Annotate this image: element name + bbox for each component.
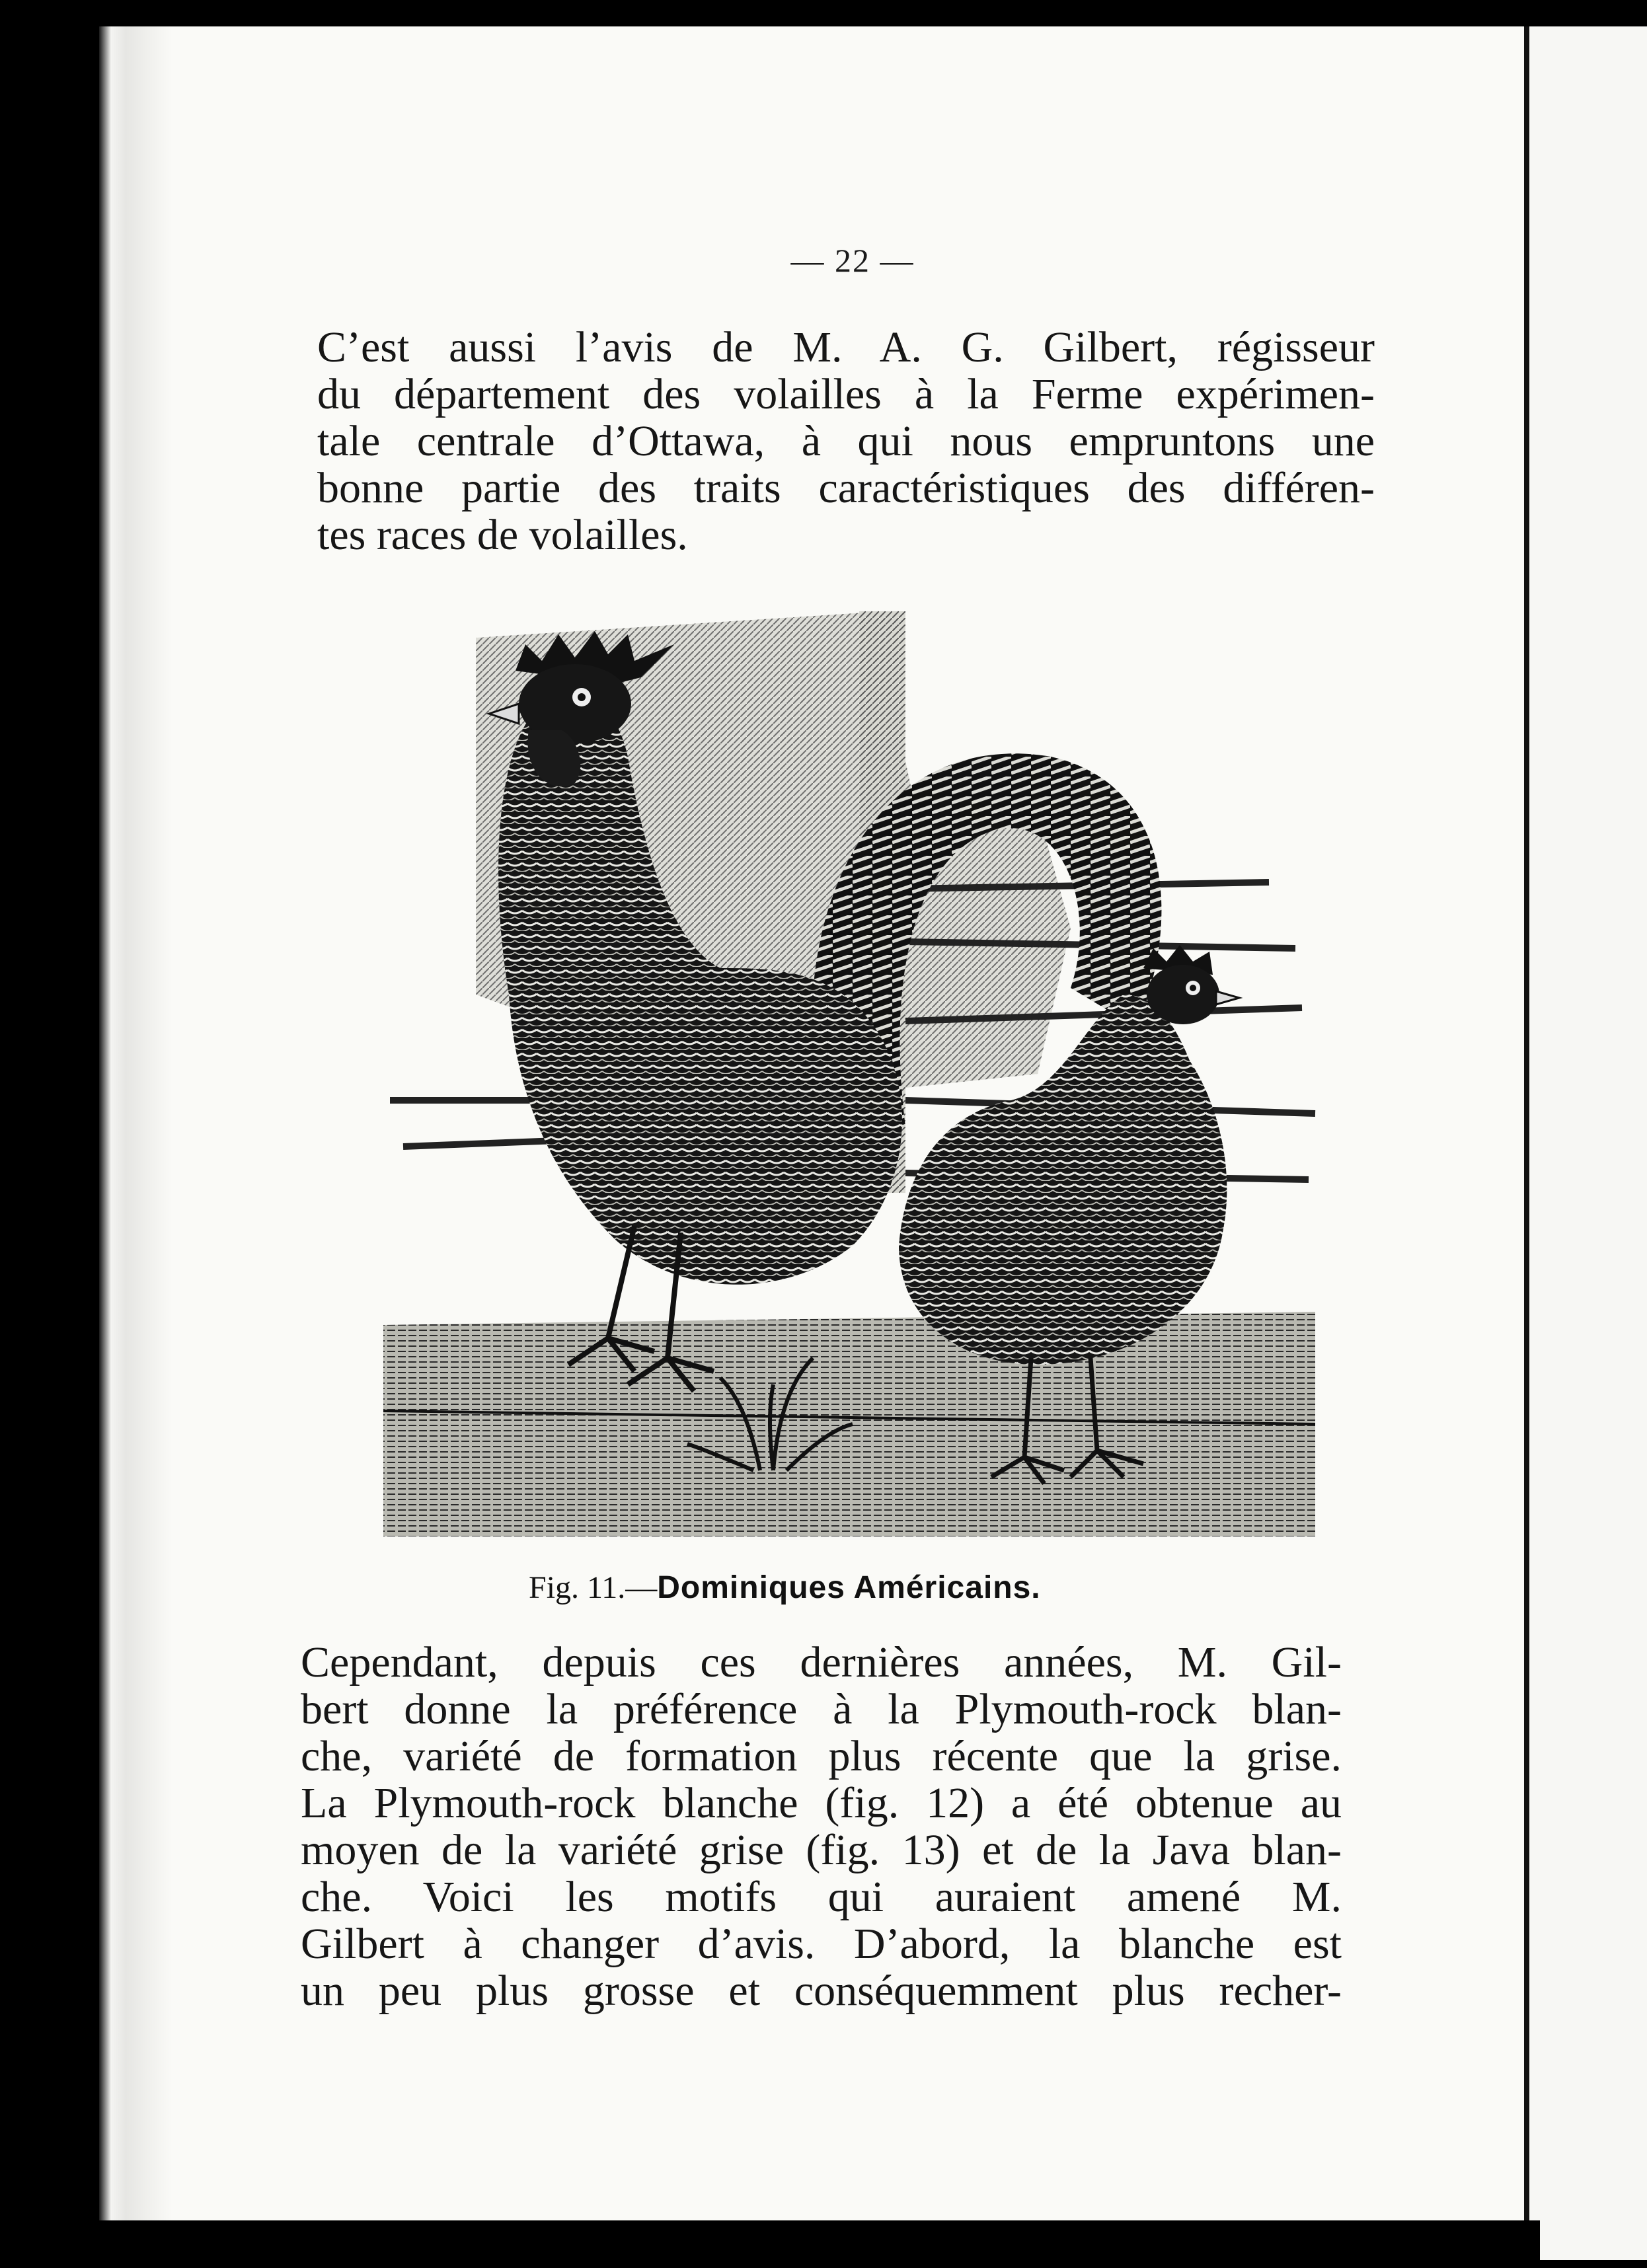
text-line: tes races de volailles.: [317, 511, 688, 559]
text-line: un peu plus grosse et conséquemment plus recher-: [301, 1967, 1342, 2015]
text-line: che. Voici les motifs qui auraient amené M.: [301, 1873, 1342, 1921]
text-line: bert donne la préférence à la Plymouth-rock blan-: [301, 1685, 1342, 1733]
text-line: tale centrale d’Ottawa, à qui nous empruntons une: [317, 417, 1375, 465]
text-line: bonne partie des traits caractéristiques des différen-: [317, 464, 1375, 512]
text-line: du département des volailles à la Ferme expérimen-: [317, 370, 1375, 418]
facing-page-edge: [1524, 26, 1647, 2260]
engraving-roosters: [377, 598, 1322, 1536]
text-line: Cependant, depuis ces dernières années, M. Gil-: [301, 1638, 1342, 1686]
text-line: C’est aussi l’avis de M. A. G. Gilbert, régisseur: [317, 323, 1375, 371]
caption-figure-number: Fig. 11.—: [529, 1570, 658, 1605]
figure-caption: [529, 1569, 1190, 1616]
text-line: che, variété de formation plus récente que la grise.: [301, 1732, 1342, 1780]
text-line: moyen de la variété grise (fig. 13) et de la Java blan-: [301, 1826, 1342, 1874]
scan-border-bottom: [99, 2220, 1540, 2268]
text-line: Gilbert à changer d’avis. D’abord, la blanche est: [301, 1920, 1342, 1968]
page-gutter: [99, 26, 172, 2220]
paragraph-1: [317, 324, 1375, 558]
caption-title: Dominiques Américains.: [657, 1570, 1041, 1605]
paragraph-2: [301, 1639, 1342, 2014]
text-line: La Plymouth-rock blanche (fig. 12) a été obtenue au: [301, 1779, 1342, 1827]
page-number: — 22 —: [790, 242, 915, 279]
